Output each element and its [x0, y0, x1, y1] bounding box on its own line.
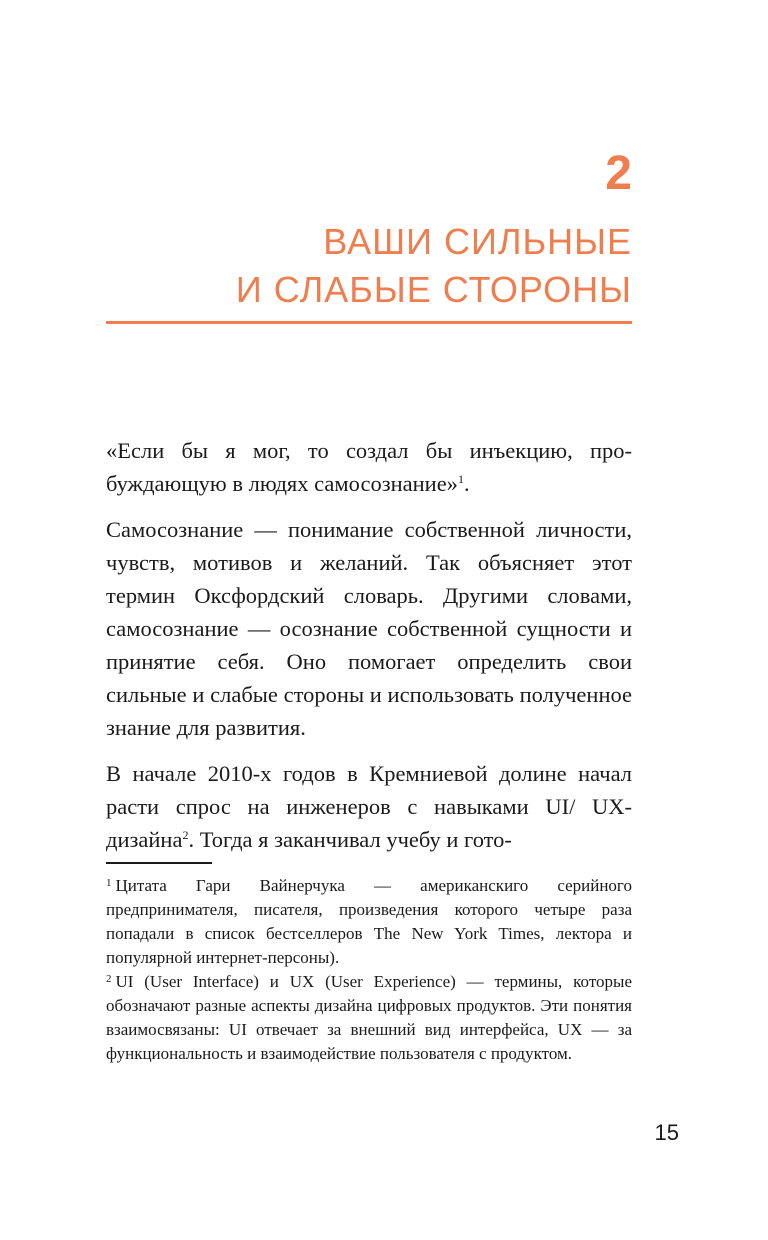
paragraph-silicon-valley-text-b: . Тогда я заканчивал учебу и гото-	[188, 827, 512, 852]
footnote-2-text: UI (User Interface) и UX (User Experience) — термины, которые обозначают разные аспекты дизайна цифровых продуктов. Эти понятия взаимосвязаны: UI отвечает за внешний вид интерфейса, UX — за функциональность и взаимодействие пользователя с продуктом.	[106, 972, 632, 1063]
page-number: 15	[654, 1120, 679, 1145]
paragraph-silicon-valley	[106, 757, 632, 856]
chapter-title-line-2: И СЛАБЫЕ СТОРОНЫ	[235, 269, 632, 310]
paragraph-definition: Самосознание — понимание собственной личности, чувств, мотивов и желаний. Так объясняет этот термин Оксфордский словарь. Другими словами, самосознание — осознание собственной сущности и принятие себя. Оно помогает определить свои сильные и слабые стороны и использовать полученное знание для развития.	[106, 517, 632, 740]
footnotes	[106, 874, 632, 1066]
footnote-ref-2: 2	[182, 828, 189, 842]
footnote-1-number: 1	[106, 877, 112, 889]
chapter-title-line-1: ВАШИ СИЛЬНЫЕ	[323, 221, 632, 262]
footnote-1	[106, 874, 632, 970]
body-text	[106, 434, 632, 869]
footnote-ref-1: 1	[457, 472, 464, 486]
chapter-title	[72, 218, 632, 314]
paragraph-quote-end: .	[463, 471, 470, 496]
footnote-2-number: 2	[106, 973, 112, 985]
paragraph-quote	[106, 434, 632, 500]
paragraph-silicon-valley-text-a: В начале 2010-х годов в Кремниевой долине начал расти спрос на инженеров с навыками UI/ UX-дизайна	[106, 761, 632, 852]
footnote-2	[106, 970, 632, 1066]
footnote-divider	[106, 862, 212, 864]
paragraph-quote-text: «Если бы я мог, то создал бы инъекцию, пробуждающую в людях самосознание»	[106, 438, 632, 496]
chapter-number: 2	[605, 147, 632, 200]
footnote-1-text: Цитата Гари Вайнерчука — американскиго серийного предпринимателя, писателя, произведения которого четыре раза попадали в список бестселлеров The New York Times, лектора и популярной интернет-персоны).	[106, 876, 632, 967]
title-divider	[106, 321, 632, 324]
